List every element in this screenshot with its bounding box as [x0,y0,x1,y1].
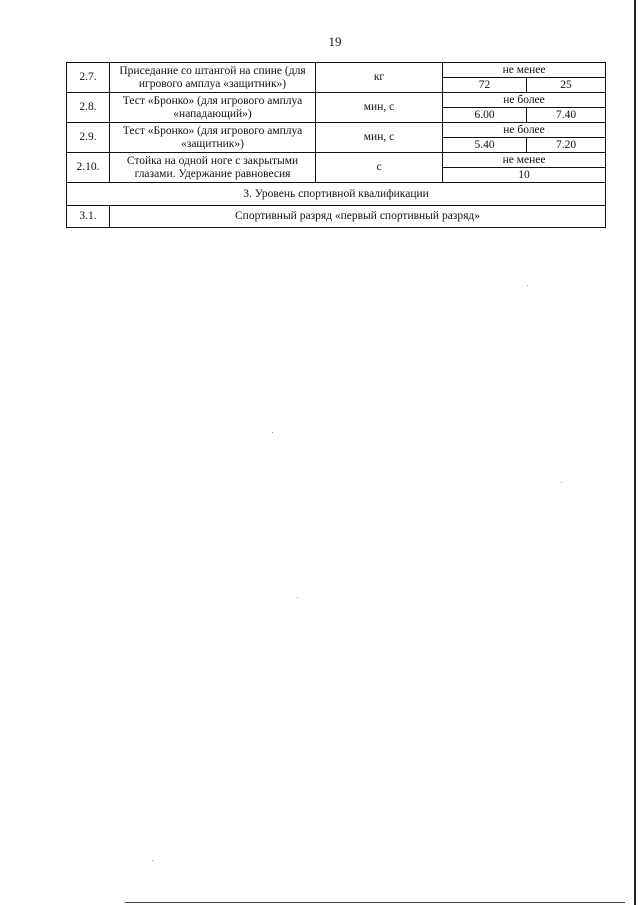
row-number: 2.8. [67,93,110,123]
test-name: Стойка на одной ноге с закрытыми глазами. Удержание равновесия [110,153,316,183]
scan-speck [152,860,153,861]
row-number: 2.10. [67,153,110,183]
scan-speck [561,482,562,483]
row-number: 2.9. [67,123,110,153]
value-girls: 25 [527,78,606,93]
value-boys: 5.40 [443,138,527,153]
test-name: Тест «Бронко» (для игрового амплуа «нападающий») [110,93,316,123]
scan-speck [527,285,528,286]
value-girls: 7.20 [527,138,606,153]
value-boys: 72 [443,78,527,93]
standards-table [66,62,606,228]
scan-speck [272,432,273,433]
table-row [67,123,606,138]
row-number: 3.1. [67,206,110,228]
value-girls: 7.40 [527,108,606,123]
unit: мин, с [316,93,443,123]
condition: не более [443,93,606,108]
table-row [67,206,606,228]
condition: не менее [443,63,606,78]
rank-text: Спортивный разряд «первый спортивный разряд» [110,206,606,228]
condition: не более [443,123,606,138]
condition: не менее [443,153,606,168]
table-row [67,93,606,108]
page-edge-right [634,0,636,905]
table-row [67,63,606,78]
scan-speck [297,597,298,598]
unit: кг [316,63,443,93]
unit: мин, с [316,123,443,153]
table-row [67,153,606,168]
row-number: 2.7. [67,63,110,93]
section-header-row [67,183,606,206]
page-edge-bottom [125,902,625,903]
test-name: Приседание со штангой на спине (для игрового амплуа «защитник») [110,63,316,93]
page-number: 19 [328,34,342,49]
unit: с [316,153,443,183]
test-name: Тест «Бронко» (для игрового амплуа «защитник») [110,123,316,153]
value: 10 [443,168,606,183]
section-title: 3. Уровень спортивной квалификации [67,183,606,206]
value-boys: 6.00 [443,108,527,123]
